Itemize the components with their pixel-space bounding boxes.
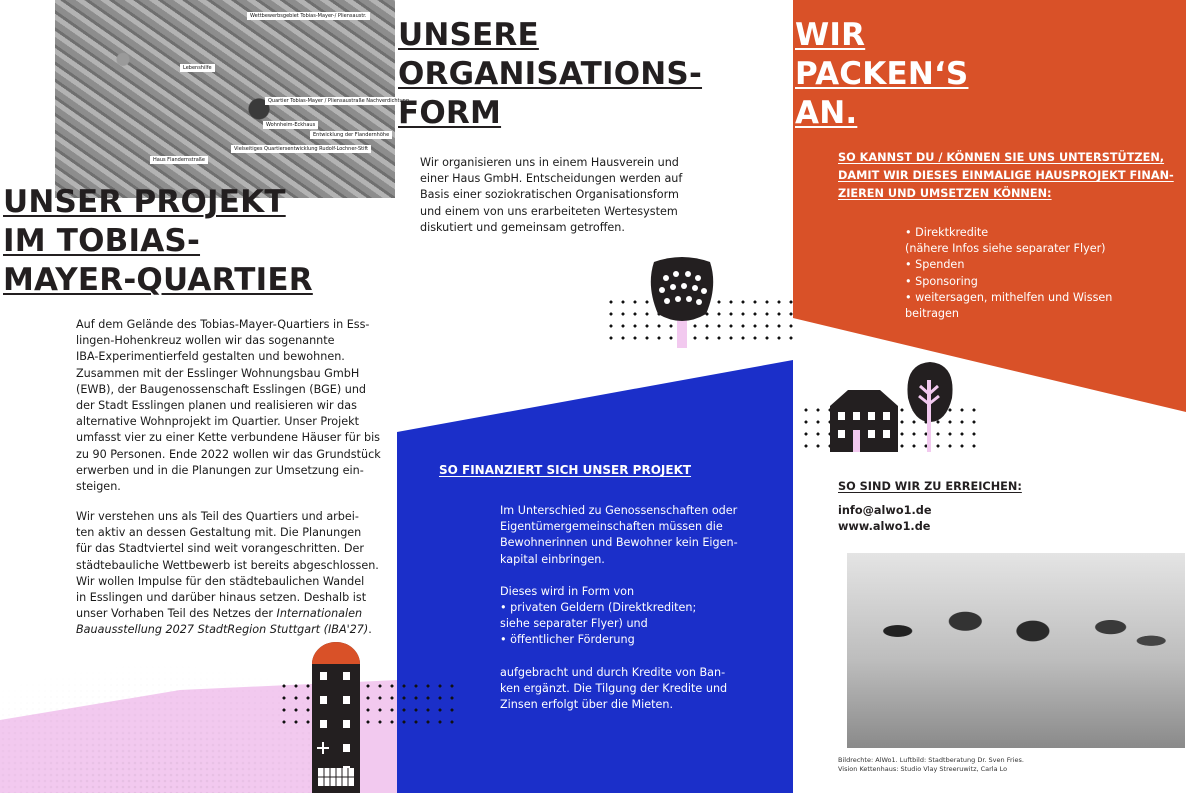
- aerial-photo: [55, 0, 409, 198]
- project-paragraph-2-text: Wir verstehen uns als Teil des Quartiers und arbei- ten aktiv an dessen Gestaltung mit. Die Planungen für das Stadtviertel sind weit vorangeschritten. Der städtebauliche Wettbewerb ist bereits abgeschlossen. Wir wollen Impulse für den städtebaulichen Wandel in Esslingen und darüber hinaus setzen. Deshalb ist unser Vorhaben Teil des Netzes der: [76, 510, 379, 621]
- project-heading: UNSER PROJEKT IM TOBIAS- MAYER-QUARTIER: [3, 184, 313, 298]
- aerial-label: Haus Flandernstraße: [150, 156, 208, 164]
- halftone-pattern: [0, 640, 310, 793]
- project-paragraph-2-end: .: [368, 623, 372, 637]
- list-item: • öffentlicher Förderung: [500, 633, 635, 647]
- project-paragraph-2: [76, 509, 386, 639]
- list-item: • Sponsoring: [905, 274, 978, 288]
- iba-reference: Internationalen Bauausstellung 2027 StadtRegion Stuttgart (IBA'27): [76, 607, 369, 637]
- aerial-label: Vielseitiges Quartiersentwicklung Rudolf-Lochner-Stift: [231, 145, 371, 153]
- finance-paragraph-1: Im Unterschied zu Genossenschaften oder Eigentümergemeinschaften müssen die Bewohnerinnen und Bewohner kein Eigen- kapital einbringen.: [500, 504, 738, 566]
- group-photo: [847, 553, 1185, 748]
- image-credits: Bildrechte: AlWo1. Luftbild: Stadtberatung Dr. Sven Fries. Vision Kettenhaus: Studio Vlay Streeruwitz, Carla Lo: [838, 756, 1024, 773]
- project-paragraph-1: Auf dem Gelände des Tobias-Mayer-Quartiers in Ess- lingen-Hohenkreuz wollen wir das sogenannte IBA-Experimentierfeld gestalten und bewohnen. Zusammen mit der Esslinger Wohnungsbau GmbH (EWB), der Baugenossenschaft Esslingen (BGE) und der Stadt Esslingen planen und realisieren wir das alternative Wohnprojekt im Quartier. Unser Projekt umfasst vier zu einer Kette verbundene Häuser für bis zu 90 Personen. Ende 2022 wollen wir das Grundstück erwerben und in die Planungen zur Umsetzung ein- steigen.: [76, 318, 381, 494]
- house-illustration: [830, 360, 960, 452]
- organisation-heading: UNSERE ORGANISATIONS- FORM: [398, 17, 703, 131]
- website-link[interactable]: www.alwo1.de: [838, 520, 931, 533]
- list-item: • Direktkredite (nähere Infos siehe separater Flyer): [905, 226, 1106, 256]
- list-item: • privaten Geldern (Direktkrediten; siehe separater Flyer) und: [500, 601, 697, 631]
- aerial-label: Lebenshilfe: [180, 64, 215, 72]
- support-heading: SO KANNST DU / KÖNNEN SIE UNS UNTERSTÜTZEN, DAMIT WIR DIESES EINMALIGE HAUSPROJEKT FINAN- ZIEREN UND UMSETZEN KÖNNEN:: [838, 151, 1174, 200]
- aerial-label: Quartier Tobias-Mayer / Pliensaustraße Nachverdichtung: [265, 97, 412, 105]
- organisation-paragraph: Wir organisieren uns in einem Hausverein und einer Haus GmbH. Entscheidungen werden auf Basis einer soziokratischen Organisationsform und einem von uns erarbeiteten Wertesystem diskutiert und gemeinsam getroffen.: [420, 156, 683, 234]
- action-heading: WIR PACKEN‘S AN.: [795, 17, 969, 131]
- finance-list: [500, 600, 760, 649]
- aerial-label: Entwicklung der Flandernhöhe: [310, 131, 392, 139]
- list-item: • Spenden: [905, 258, 965, 272]
- finance-paragraph-2: Dieses wird in Form von: [500, 584, 635, 598]
- support-list: [905, 225, 1165, 322]
- finance-heading: SO FINANZIERT SICH UNSER PROJEKT: [439, 463, 692, 477]
- email-link[interactable]: info@alwo1.de: [838, 504, 932, 517]
- dot-grid-bottom: [278, 680, 458, 730]
- contact-heading: SO SIND WIR ZU ERREICHEN:: [838, 480, 1022, 493]
- aerial-label: Wettbewerbsgebiet Tobias-Mayer-/ Pliensaustr.: [247, 12, 370, 20]
- tree-illustration: [646, 256, 718, 348]
- aerial-label: Wohnheim-Eckhaus: [263, 121, 318, 129]
- tower-building-illustration: [312, 642, 360, 793]
- list-item: • weitersagen, mithelfen und Wissen beitragen: [905, 290, 1113, 321]
- finance-paragraph-3: aufgebracht und durch Kredite von Ban- ken ergänzt. Die Tilgung der Kredite und Zinsen erfolgt über die Mieten.: [500, 665, 728, 712]
- finance-content: [500, 503, 760, 713]
